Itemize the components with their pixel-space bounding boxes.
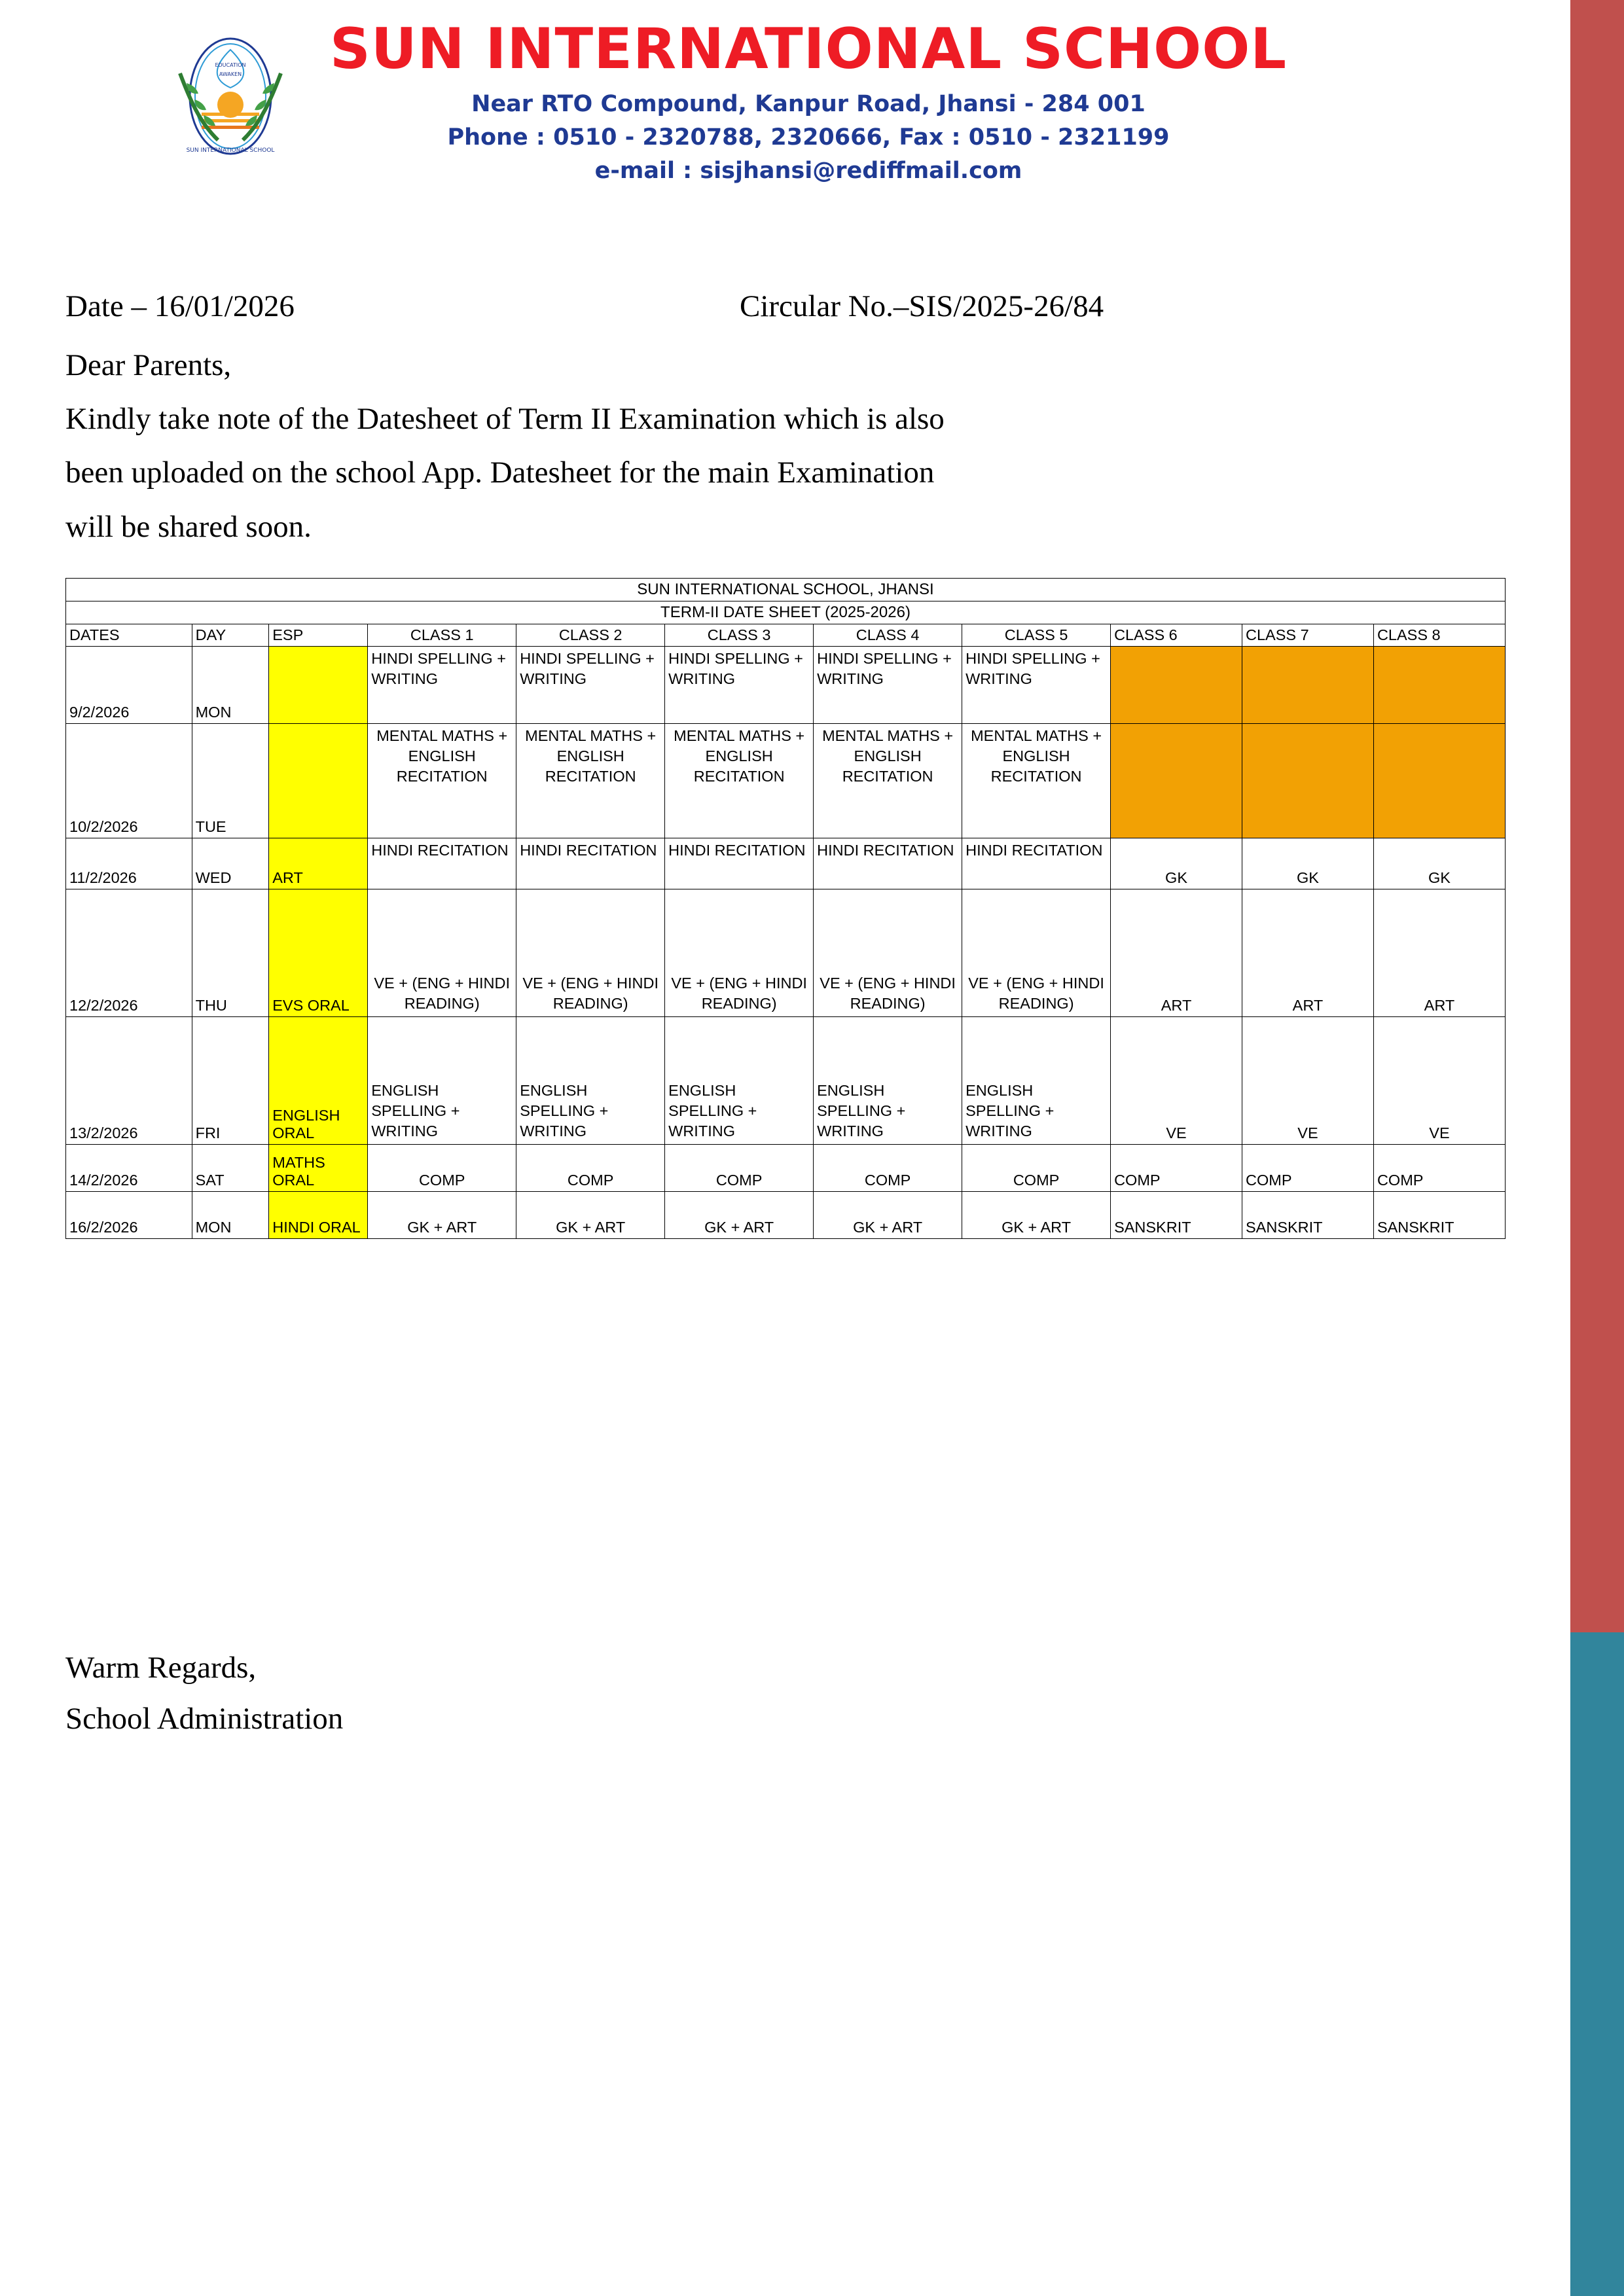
table-row	[66, 1016, 1506, 1144]
letterhead	[0, 0, 1532, 281]
cell-class-1: HINDI SPELLING + WRITING	[368, 646, 516, 723]
cell-class-3: MENTAL MATHS + ENGLISH RECITATION	[665, 723, 814, 838]
cell-class-4: ENGLISH SPELLING + WRITING	[814, 1016, 962, 1144]
cell-class-2: HINDI SPELLING + WRITING	[516, 646, 665, 723]
cell-class-8	[1373, 646, 1505, 723]
salutation: Dear Parents,	[65, 348, 232, 383]
cell-date: 13/2/2026	[66, 1016, 192, 1144]
school-logo-icon	[160, 27, 301, 168]
cell-day: SAT	[192, 1144, 269, 1191]
column-header-dates: DATES	[66, 624, 192, 646]
cell-class-1: ENGLISH SPELLING + WRITING	[368, 1016, 516, 1144]
cell-class-4: GK + ART	[814, 1191, 962, 1238]
cell-class-1: GK + ART	[368, 1191, 516, 1238]
cell-class-5: COMP	[962, 1144, 1111, 1191]
cell-class-6: COMP	[1111, 1144, 1242, 1191]
column-header-class-4: CLASS 4	[814, 624, 962, 646]
cell-class-4: MENTAL MATHS + ENGLISH RECITATION	[814, 723, 962, 838]
circular-number: Circular No.–SIS/2025-26/84	[740, 289, 1104, 323]
column-header-esp: ESP	[269, 624, 368, 646]
table-row	[66, 838, 1506, 889]
cell-date: 11/2/2026	[66, 838, 192, 889]
cell-class-3: GK + ART	[665, 1191, 814, 1238]
table-row	[66, 1191, 1506, 1238]
cell-class-5: GK + ART	[962, 1191, 1111, 1238]
body-line-2: been uploaded on the school App. Datesheet for the main Examination	[65, 456, 935, 490]
letter-footer	[65, 1643, 343, 1744]
column-header-class-3: CLASS 3	[665, 624, 814, 646]
cell-class-8	[1373, 723, 1505, 838]
cell-day: THU	[192, 889, 269, 1016]
cell-day: TUE	[192, 723, 269, 838]
cell-class-7: ART	[1242, 889, 1374, 1016]
decorative-side-bar-blue	[1570, 1632, 1624, 2296]
table-title-1: SUN INTERNATIONAL SCHOOL, JHANSI	[66, 578, 1506, 601]
cell-class-3: VE + (ENG + HINDI READING)	[665, 889, 814, 1016]
table-header-row	[66, 624, 1506, 646]
cell-class-5: HINDI SPELLING + WRITING	[962, 646, 1111, 723]
cell-class-3: HINDI SPELLING + WRITING	[665, 646, 814, 723]
cell-class-2: HINDI RECITATION	[516, 838, 665, 889]
body-line-1: Kindly take note of the Datesheet of Term II Examination which is also	[65, 402, 945, 437]
column-header-class-6: CLASS 6	[1111, 624, 1242, 646]
cell-class-6	[1111, 646, 1242, 723]
cell-esp	[269, 646, 368, 723]
cell-date: 9/2/2026	[66, 646, 192, 723]
cell-date: 12/2/2026	[66, 889, 192, 1016]
cell-class-3: HINDI RECITATION	[665, 838, 814, 889]
table-row	[66, 889, 1506, 1016]
cell-day: MON	[192, 1191, 269, 1238]
cell-esp: ENGLISH ORAL	[269, 1016, 368, 1144]
letter-date: Date – 16/01/2026	[65, 289, 295, 323]
cell-date: 14/2/2026	[66, 1144, 192, 1191]
cell-date: 16/2/2026	[66, 1191, 192, 1238]
signature-line: School Administration	[65, 1701, 344, 1736]
cell-class-6: GK	[1111, 838, 1242, 889]
cell-class-2: GK + ART	[516, 1191, 665, 1238]
address-line-1: Near RTO Compound, Kanpur Road, Jhansi - 284 001	[471, 91, 1146, 118]
cell-class-2: MENTAL MATHS + ENGLISH RECITATION	[516, 723, 665, 838]
cell-class-5: HINDI RECITATION	[962, 838, 1111, 889]
cell-class-5: ENGLISH SPELLING + WRITING	[962, 1016, 1111, 1144]
cell-class-1: MENTAL MATHS + ENGLISH RECITATION	[368, 723, 516, 838]
cell-day: WED	[192, 838, 269, 889]
body-line-3: will be shared soon.	[65, 509, 312, 544]
cell-class-7: COMP	[1242, 1144, 1374, 1191]
cell-esp	[269, 723, 368, 838]
cell-class-4: HINDI RECITATION	[814, 838, 962, 889]
date-and-circular-row	[65, 281, 1466, 331]
column-header-day: DAY	[192, 624, 269, 646]
cell-class-3: ENGLISH SPELLING + WRITING	[665, 1016, 814, 1144]
column-header-class-2: CLASS 2	[516, 624, 665, 646]
cell-class-6: ART	[1111, 889, 1242, 1016]
cell-class-7: VE	[1242, 1016, 1374, 1144]
decorative-side-bar-red	[1570, 0, 1624, 1632]
cell-class-1: HINDI RECITATION	[368, 838, 516, 889]
cell-class-2: ENGLISH SPELLING + WRITING	[516, 1016, 665, 1144]
cell-class-7: GK	[1242, 838, 1374, 889]
table-title-row-1	[66, 578, 1506, 601]
cell-class-1: COMP	[368, 1144, 516, 1191]
logo-caption: SUN INTERNATIONAL SCHOOL	[186, 147, 275, 154]
closing-line: Warm Regards,	[65, 1651, 257, 1685]
svg-text:EDUCATION: EDUCATION	[215, 62, 246, 68]
cell-esp: ART	[269, 838, 368, 889]
table-row	[66, 1144, 1506, 1191]
datesheet-table-wrapper	[65, 578, 1506, 1239]
cell-class-7	[1242, 646, 1374, 723]
cell-class-8: SANSKRIT	[1373, 1191, 1505, 1238]
cell-date: 10/2/2026	[66, 723, 192, 838]
school-name: SUN INTERNATIONAL SCHOOL	[329, 16, 1288, 82]
cell-class-5: VE + (ENG + HINDI READING)	[962, 889, 1111, 1016]
cell-class-5: MENTAL MATHS + ENGLISH RECITATION	[962, 723, 1111, 838]
svg-text:AWAKEN: AWAKEN	[219, 71, 242, 77]
cell-class-1: VE + (ENG + HINDI READING)	[368, 889, 516, 1016]
cell-esp: EVS ORAL	[269, 889, 368, 1016]
column-header-class-5: CLASS 5	[962, 624, 1111, 646]
cell-class-2: VE + (ENG + HINDI READING)	[516, 889, 665, 1016]
cell-class-8: GK	[1373, 838, 1505, 889]
cell-class-8: VE	[1373, 1016, 1505, 1144]
cell-day: MON	[192, 646, 269, 723]
cell-class-8: COMP	[1373, 1144, 1505, 1191]
cell-class-4: HINDI SPELLING + WRITING	[814, 646, 962, 723]
address-line-2: Phone : 0510 - 2320788, 2320666, Fax : 0510 - 2321199	[447, 124, 1170, 151]
cell-class-7: SANSKRIT	[1242, 1191, 1374, 1238]
cell-class-8: ART	[1373, 889, 1505, 1016]
cell-class-4: COMP	[814, 1144, 962, 1191]
cell-class-4: VE + (ENG + HINDI READING)	[814, 889, 962, 1016]
cell-esp: HINDI ORAL	[269, 1191, 368, 1238]
cell-class-6: VE	[1111, 1016, 1242, 1144]
column-header-class-7: CLASS 7	[1242, 624, 1374, 646]
cell-day: FRI	[192, 1016, 269, 1144]
address-line-3: e-mail : sisjhansi@rediffmail.com	[594, 157, 1022, 184]
cell-class-6: SANSKRIT	[1111, 1191, 1242, 1238]
table-title-2: TERM-II DATE SHEET (2025-2026)	[66, 601, 1506, 624]
table-row	[66, 723, 1506, 838]
table-title-row-2	[66, 601, 1506, 624]
column-header-class-8: CLASS 8	[1373, 624, 1505, 646]
cell-class-7	[1242, 723, 1374, 838]
cell-esp: MATHS ORAL	[269, 1144, 368, 1191]
cell-class-6	[1111, 723, 1242, 838]
table-row	[66, 646, 1506, 723]
column-header-class-1: CLASS 1	[368, 624, 516, 646]
cell-class-2: COMP	[516, 1144, 665, 1191]
datesheet-table	[65, 578, 1506, 1239]
cell-class-3: COMP	[665, 1144, 814, 1191]
letter-body	[0, 281, 1532, 552]
